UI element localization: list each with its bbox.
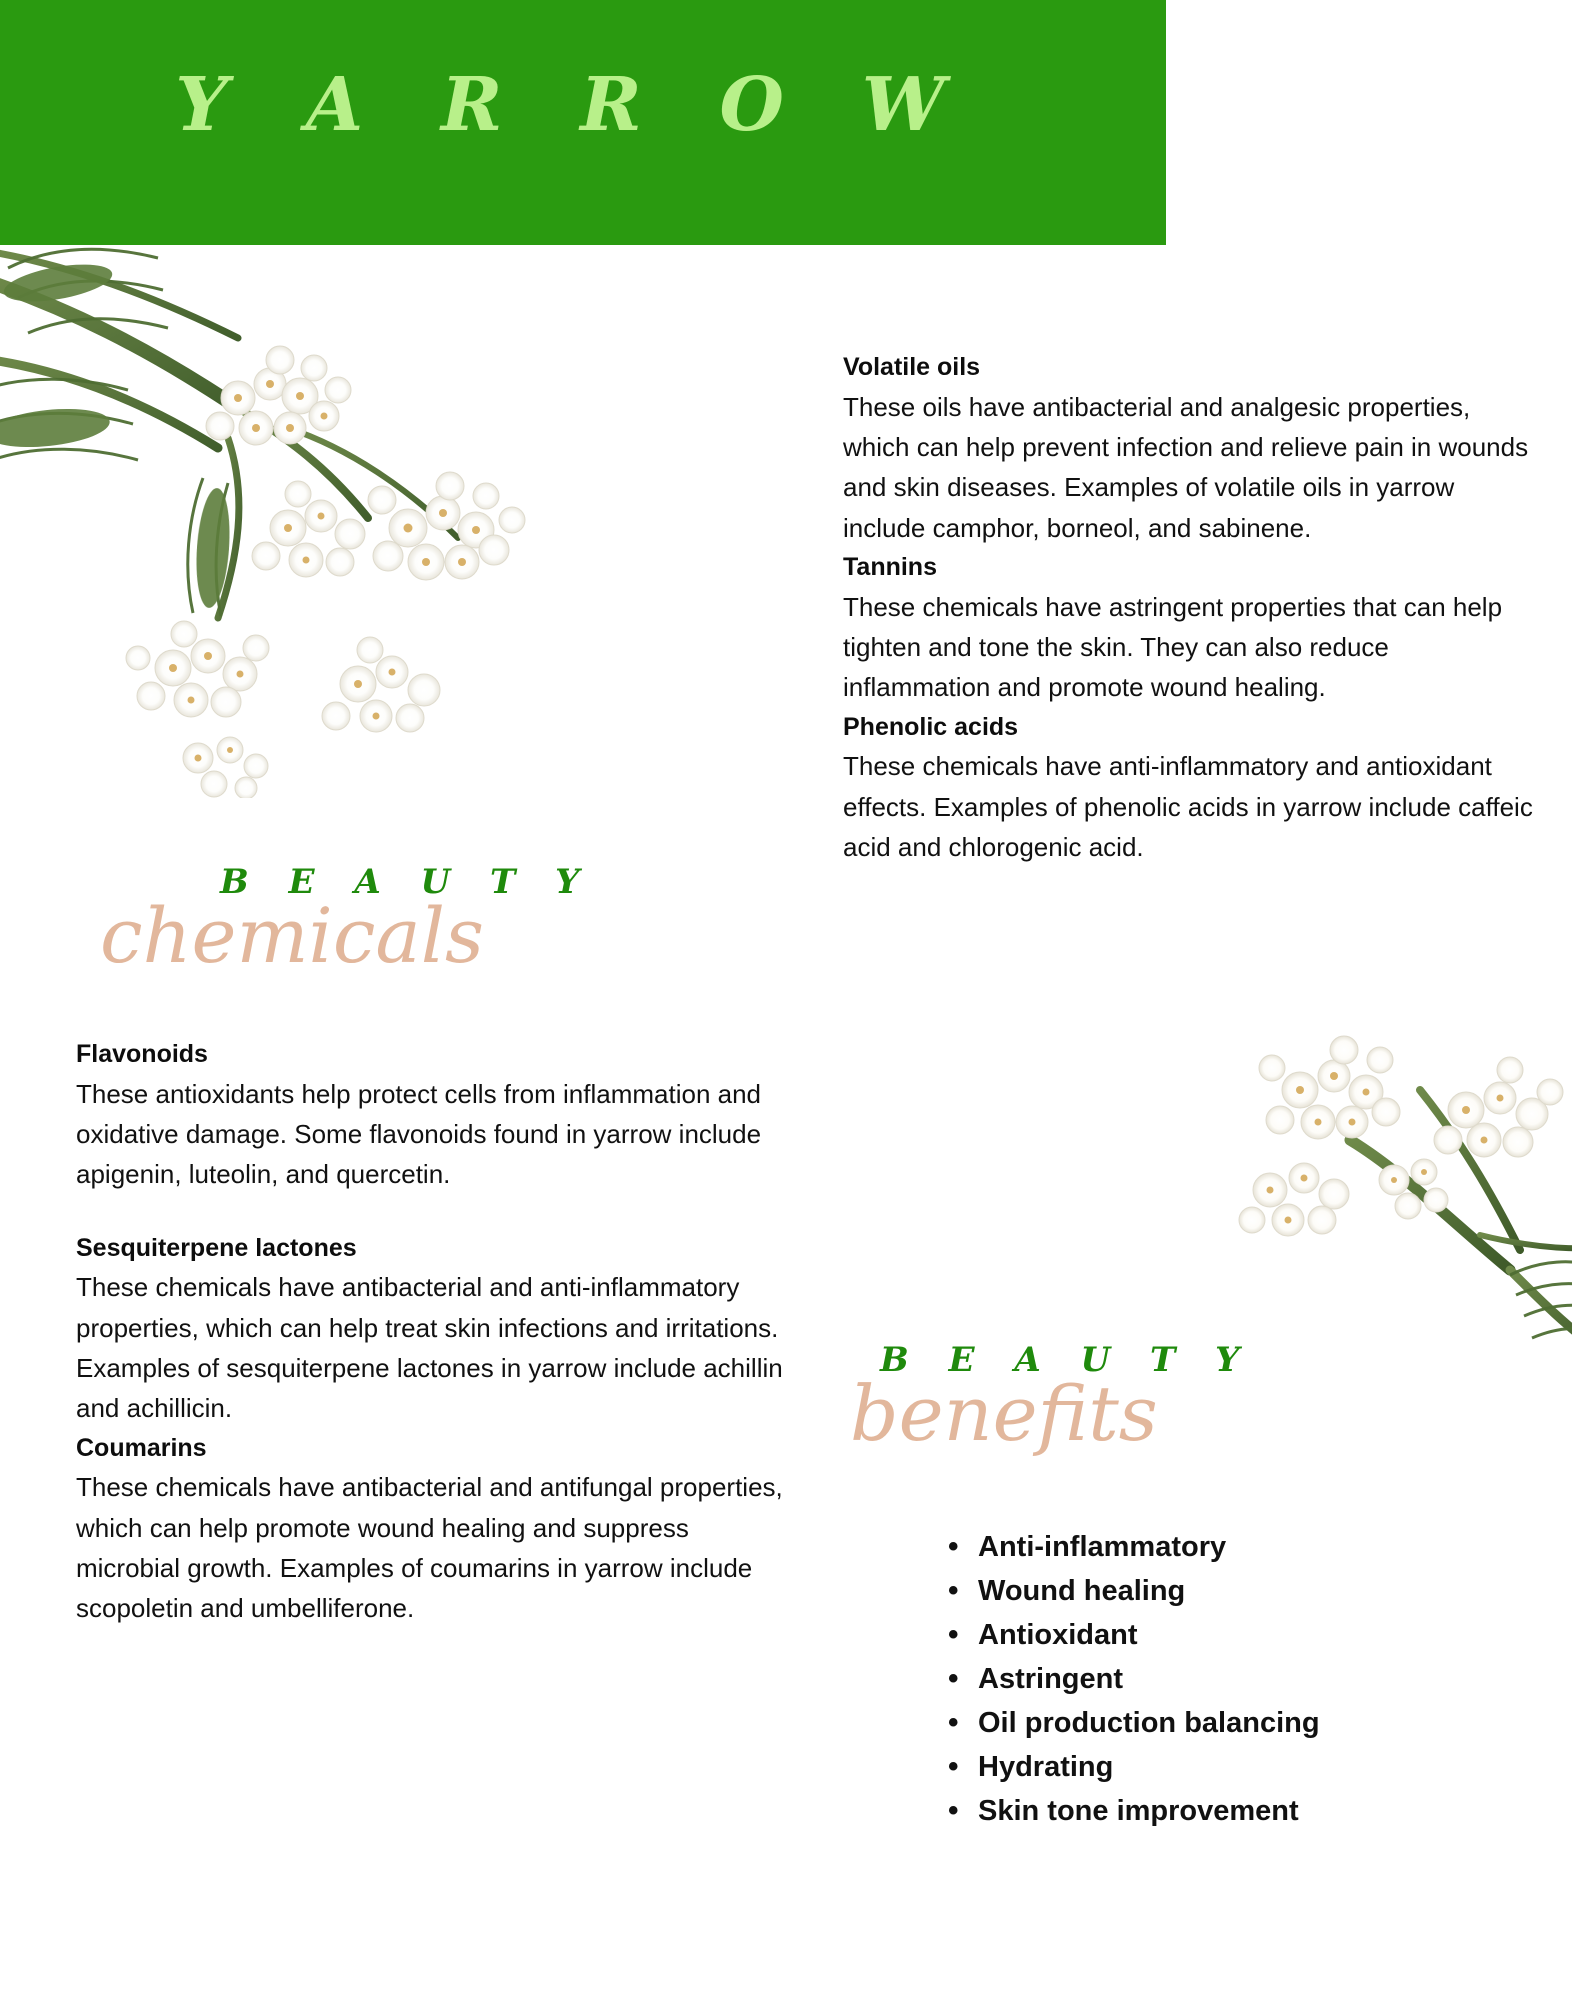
list-item: • Oil production balancing [940, 1701, 1540, 1745]
term-description: These oils have antibacterial and analgesic properties, which can help prevent infection and relieve pain in wounds and skin diseases. Examples of volatile oils in yarrow include camphor, borneol, and sabinene. [843, 391, 1529, 543]
yarrow-photo-top [0, 238, 688, 798]
term-label: Sesquiterpene lactones [76, 1233, 357, 1262]
beauty-benefits-heading [840, 1340, 1460, 1458]
term-description: These antioxidants help protect cells from inflammation and oxidative damage. Some flavonoids found in yarrow include apigenin, luteolin, and quercetin. [76, 1078, 762, 1190]
term-label: Volatile oils [843, 353, 981, 381]
spacer [76, 1195, 786, 1229]
chemicals-right-column [843, 348, 1533, 867]
term-label: Tannins [843, 552, 937, 581]
term-label: Coumarins [76, 1433, 207, 1462]
term-description: These chemicals have antibacterial and antifungal properties, which can help promote wound healing and suppress microbial growth. Examples of coumarins in yarrow include scopoletin and umbelliferone. [76, 1472, 783, 1624]
chemicals-left-column [76, 1035, 786, 1629]
term-description: These chemicals have antibacterial and anti-inflammatory properties, which can help treat skin infections and irritations. Examples of sesquiterpene lactones in yarrow include achillin and achillicin. [76, 1272, 783, 1424]
list-item: • Antioxidant [940, 1613, 1540, 1657]
list-item: • Hydrating [940, 1745, 1540, 1789]
heading-script: benefits [850, 1369, 1158, 1458]
list-item: • Skin tone improvement [940, 1789, 1540, 1833]
term-description: These chemicals have anti-inflammatory and antioxidant effects. Examples of phenolic acids in yarrow include caffeic acid and chlorogenic acid. [843, 751, 1533, 862]
benefits-list [940, 1525, 1540, 1834]
beauty-chemicals-heading [60, 862, 680, 980]
term-description: These chemicals have astringent properties that can help tighten and tone the skin. They can also reduce inflammation and promote wound healing. [843, 591, 1503, 703]
page-title: Y A R R O W [175, 62, 971, 148]
list-item: • Astringent [940, 1657, 1540, 1701]
list-item: • Wound healing [940, 1569, 1540, 1613]
yarrow-flower-icon [0, 238, 688, 798]
list-item: • Anti-inflammatory [940, 1525, 1540, 1569]
heading-eyebrow: B E A U T Y [880, 1340, 1254, 1380]
term-label: Phenolic acids [843, 712, 1019, 741]
heading-script: chemicals [100, 891, 485, 980]
term-label: Flavonoids [76, 1040, 208, 1068]
heading-eyebrow: B E A U T Y [220, 862, 594, 902]
